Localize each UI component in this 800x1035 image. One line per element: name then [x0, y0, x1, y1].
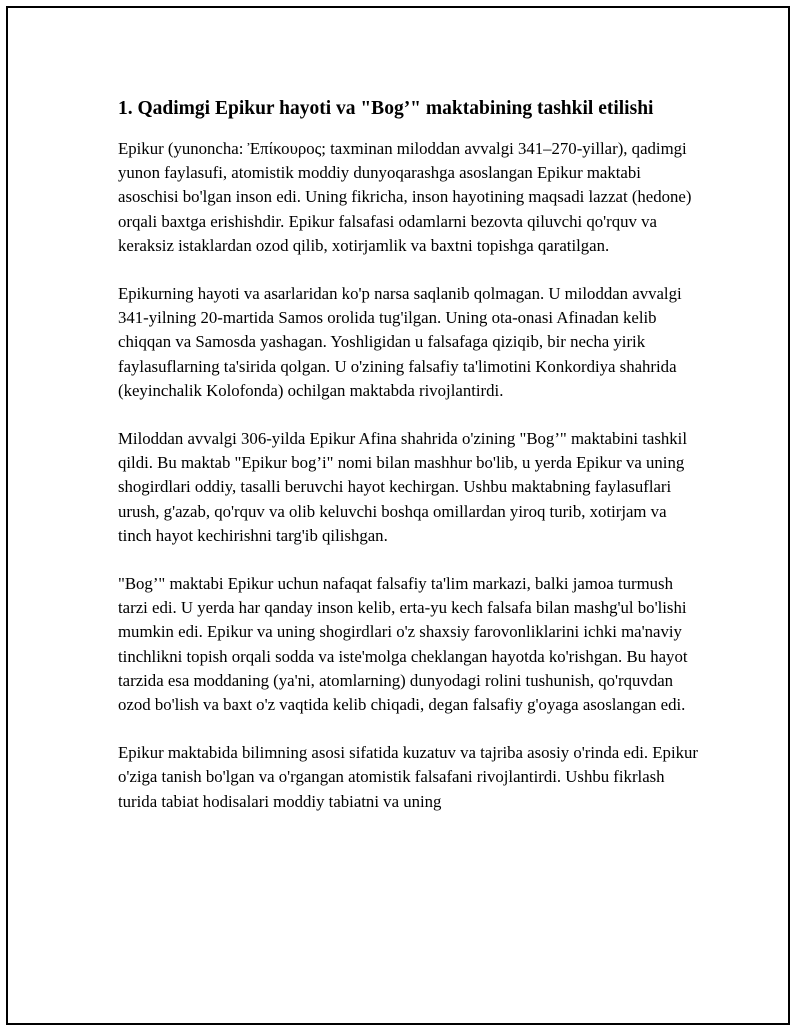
- paragraph-5: Epikur maktabida bilimning asosi sifatida kuzatuv va tajriba asosiy o'rinda edi. Epikur o'ziga tanish bo'lgan va o'rgangan atomistik falsafani rivojlantirdi. Ushbu fikrlash turida tabiat hodisalari moddiy tabiatni va uning: [118, 743, 698, 811]
- paragraph-2: Epikurning hayoti va asarlaridan ko'p narsa saqlanib qolmagan. U miloddan avvalgi 341-yilning 20-martida Samos orolida tug'ilgan. Uning ota-onasi Afinadan kelib chiqqan va Samosda yashagan. Yoshligidan u falsafaga qiziqib, bir necha yirik faylasuflarning ta'sirida qolgan. U o'zining falsafiy ta'limotini Konkordiya shahrida (keyinchalik Kolofonda) ochilgan maktabda rivojlantirdi.: [118, 284, 682, 400]
- paragraph-3: Miloddan avvalgi 306-yilda Epikur Afina shahrida o'zining "Bog’" maktabini tashkil qildi. Bu maktab "Epikur bog’i" nomi bilan mashhur bo'lib, u yerda Epikur va uning shogirdlari oddiy, tasalli beruvchi hayot kechirgan. Ushbu maktabning faylasuflari urush, g'azab, qo'rquv va olib keluvchi boshqa omillardan yiroq turib, xotirjam va tinch hayot kechirishni targ'ib qilishgan.: [118, 429, 688, 545]
- paragraph-4: "Bog’" maktabi Epikur uchun nafaqat falsafiy ta'lim markazi, balki jamoa turmush tarzi edi. U yerda har qanday inson kelib, erta-yu kech falsafa bilan mashg'ul bo'lishi mumkin edi. Epikur va uning shogirdlari o'z shaxsiy farovonliklarini ichki ma'naviy tinchlikni topish orqali sodda va iste'molga cheklangan hayotda ko'rishgan. Bu hayot tarzida esa moddaning (ya'ni, atomlarning) dunyodagi rolini tushunish, qo'rquvdan ozod bo'lish va baxt o'z vaqtida kelib chiqadi, degan falsafiy g'oyaga asoslangan edi.: [118, 574, 688, 715]
- document-body: [118, 95, 698, 838]
- paragraph-1: Epikur (yunoncha: Ἐπίκουρος; taxminan miloddan avvalgi 341–270-yillar), qadimgi yunon faylasufi, atomistik moddiy dunyoqarashga asoslangan Epikur maktabi asoschisi bo'lgan inson edi. Uning fikricha, inson hayotining maqsadi lazzat (hedone) orqali baxtga erishishdir. Epikur falsafasi odamlarni bezovta qiluvchi qo'rquv va keraksiz istaklardan ozod qilib, xotirjamlik va baxtni topishga qaratilgan.: [118, 139, 692, 255]
- section-heading: 1. Qadimgi Epikur hayoti va "Bog’" maktabining tashkil etilishi: [118, 98, 654, 119]
